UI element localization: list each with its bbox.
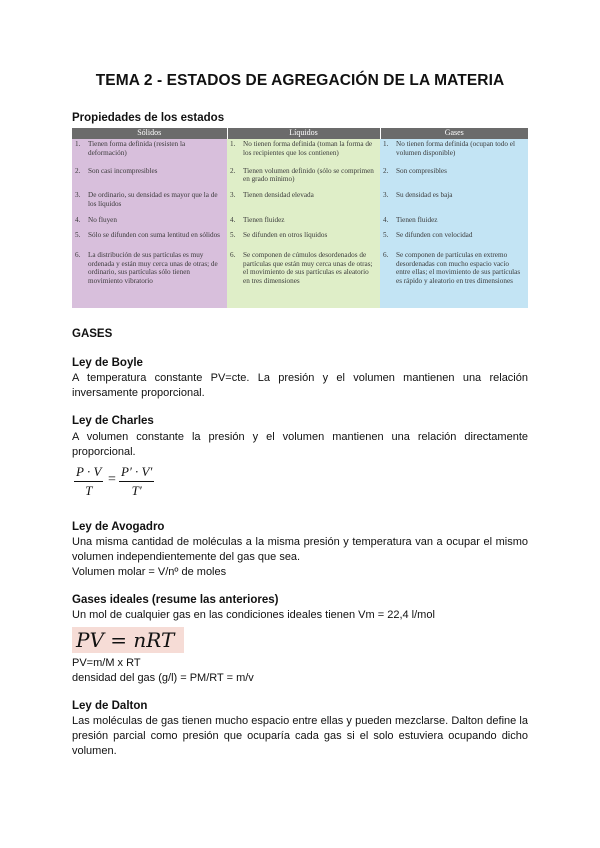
- item-number: 6.: [383, 251, 389, 260]
- formula-equals: =: [108, 472, 116, 487]
- item-number: 5.: [383, 231, 389, 240]
- item-text: Sólo se difunden con suma lentitud en sólidos: [88, 231, 220, 240]
- boyle-text: A temperatura constante PV=cte. La presión y el volumen mantienen una relación inversamente proporcional.: [72, 372, 528, 399]
- table-cell-gases: [380, 190, 528, 214]
- table-row: [72, 215, 528, 231]
- table-row: [72, 139, 528, 166]
- table-cell-solidos: [72, 215, 227, 231]
- item-text: Se difunden con velocidad: [396, 231, 473, 240]
- item-text: Tienen fluidez: [243, 215, 285, 224]
- dalton-text: Las moléculas de gas tienen mucho espacio entre ellas y pueden mezclarse. Dalton define la presión parcial como presión que ocuparía cada gas si el solo estuviera ocupando dicho volumen.: [72, 715, 528, 757]
- table-cell-liquidos: [227, 250, 380, 308]
- table-cell-gases: [380, 250, 528, 308]
- table-cell-liquidos: [227, 215, 380, 231]
- item-text: Se componen de partículas en extremo desordenadas con mucho espacio vacío entre ellas; el movimiento de sus partículas es rápido y aleatorio en tres dimensiones: [396, 251, 521, 285]
- properties-heading: Propiedades de los estados: [72, 112, 225, 124]
- item-number: 3.: [230, 191, 236, 200]
- table-row: [72, 250, 528, 308]
- boyle-heading: Ley de Boyle: [72, 357, 143, 369]
- page-title: TEMA 2 - ESTADOS DE AGREGACIÓN DE LA MATERIA: [95, 72, 505, 89]
- table-cell-gases: [380, 230, 528, 250]
- table-cell-solidos: [72, 230, 227, 250]
- formula-right-denominator: T′: [131, 483, 142, 498]
- item-text: Su densidad es baja: [396, 191, 453, 200]
- item-text: La distribución de sus partículas es muy ordenada y están muy cerca unas de otras; de ordinario, sus partículas sólo tienen movimiento vibratorio: [88, 251, 218, 285]
- header-liquidos: Líquidos: [227, 128, 380, 139]
- header-solidos: Sólidos: [72, 128, 227, 139]
- table-header-row: [72, 128, 528, 139]
- item-number: 1.: [383, 140, 389, 148]
- item-number: 5.: [230, 231, 236, 240]
- table-cell-solidos: [72, 190, 227, 214]
- dalton-heading: Ley de Dalton: [72, 700, 148, 712]
- item-text: Tienen volumen definido (sólo se comprimen en grado mínimo): [243, 166, 374, 184]
- item-text: Tienen densidad elevada: [243, 191, 314, 200]
- formula-right-numerator: P′ · V′: [119, 464, 154, 482]
- item-number: 3.: [383, 191, 389, 200]
- item-text: No tienen forma definida (ocupan todo el volumen disponible): [396, 140, 515, 157]
- charles-text: A volumen constante la presión y el volumen mantienen una relación directamente proporcional.: [72, 431, 528, 458]
- item-number: 4.: [75, 215, 81, 224]
- item-number: 1.: [230, 140, 236, 148]
- table-cell-solidos: [72, 250, 227, 308]
- charles-heading: Ley de Charles: [72, 415, 154, 427]
- formula-left-denominator: T: [85, 483, 93, 498]
- item-text: Son compresibles: [396, 166, 447, 175]
- item-number: 1.: [75, 140, 81, 148]
- table-row: [72, 166, 528, 190]
- item-number: 2.: [383, 166, 389, 175]
- ideal-gas-formula: PV = nRT: [72, 627, 184, 653]
- table-row: [72, 230, 528, 250]
- table-cell-gases: [380, 215, 528, 231]
- item-text: Se difunden en otros líquidos: [243, 231, 328, 240]
- formula-left-numerator: P · V: [74, 464, 103, 482]
- item-number: 5.: [75, 231, 81, 240]
- ideales-line2: PV=m/M x RT: [72, 657, 141, 669]
- item-text: Se componen de cúmulos desordenados de partículas que están muy cerca unas de otras; el movimiento de sus partículas es aleatorio en tres dimensiones: [243, 251, 373, 285]
- item-number: 4.: [230, 215, 236, 224]
- states-table: [72, 128, 528, 308]
- ideales-line1: Un mol de cualquier gas en las condiciones ideales tienen Vm = 22,4 l/mol: [72, 609, 435, 621]
- item-number: 2.: [75, 166, 81, 175]
- ideales-line3: densidad del gas (g/l) = PM/RT = m/v: [72, 672, 254, 684]
- table-cell-solidos: [72, 166, 227, 190]
- item-number: 2.: [230, 166, 236, 175]
- avogadro-text: Una misma cantidad de moléculas a la misma presión y temperatura van a ocupar el mismo volumen independientemente del gas que sea.: [72, 536, 528, 563]
- item-text: Tienen fluidez: [396, 215, 438, 224]
- formula-left-fraction: [74, 464, 103, 499]
- table-cell-liquidos: [227, 230, 380, 250]
- item-number: 4.: [383, 215, 389, 224]
- avogadro-heading: Ley de Avogadro: [72, 521, 165, 533]
- item-text: De ordinario, su densidad es mayor que la de los líquidos: [88, 191, 218, 208]
- item-number: 6.: [230, 251, 236, 260]
- table-cell-solidos: [72, 139, 227, 166]
- item-number: 6.: [75, 251, 81, 260]
- avogadro-molar-volume: Volumen molar = V/nº de moles: [72, 566, 227, 578]
- item-number: 3.: [75, 191, 81, 200]
- formula-right-fraction: [119, 464, 154, 499]
- item-text: No tienen forma definida (toman la forma de los recipientes que los contienen): [243, 140, 373, 157]
- ideales-heading: Gases ideales (resume las anteriores): [72, 594, 279, 606]
- table-cell-liquidos: [227, 139, 380, 166]
- table-cell-gases: [380, 139, 528, 166]
- table-cell-liquidos: [227, 166, 380, 190]
- gases-heading: GASES: [72, 328, 113, 340]
- table-row: [72, 190, 528, 214]
- header-gases: Gases: [380, 128, 528, 139]
- item-text: Tienen forma definida (resisten la deformación): [88, 140, 186, 157]
- table-cell-gases: [380, 166, 528, 190]
- item-text: Son casi incompresibles: [88, 166, 158, 175]
- item-text: No fluyen: [88, 215, 117, 224]
- table-cell-liquidos: [227, 190, 380, 214]
